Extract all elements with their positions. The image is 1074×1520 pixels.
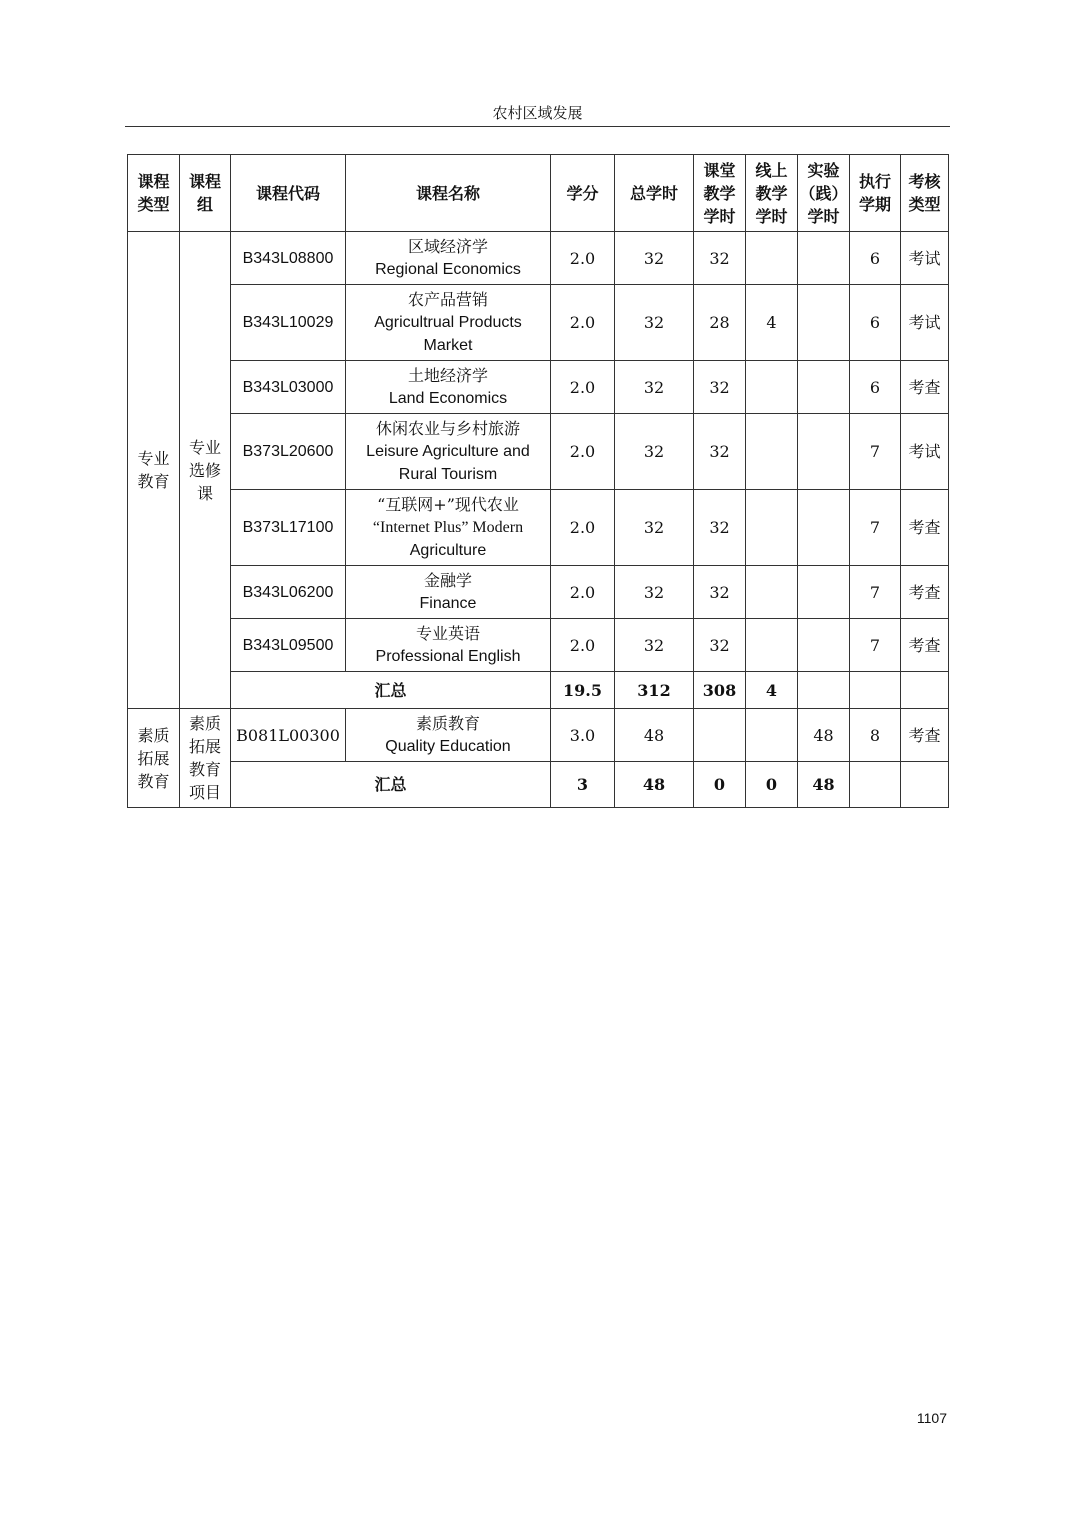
header-semester: 执行 学期 [850,155,901,232]
summary-exam-type [901,762,949,808]
lab-hours [798,414,850,490]
header-course-code: 课程代码 [231,155,346,232]
semester: 7 [850,619,901,672]
page-number: 1107 [916,1410,947,1426]
exam-type: 考查 [901,709,949,762]
total-hours: 32 [615,361,694,414]
course-code: B343L03000 [231,361,346,414]
exam-type: 考查 [901,361,949,414]
classroom-hours: 28 [694,285,746,361]
lab-hours: 48 [798,709,850,762]
course-code: B343L10029 [231,285,346,361]
summary-classroom-hours: 308 [694,672,746,709]
online-hours [746,709,798,762]
exam-type: 考试 [901,285,949,361]
summary-label: 汇总 [231,762,551,808]
semester: 6 [850,232,901,285]
classroom-hours: 32 [694,566,746,619]
summary-credit: 19.5 [551,672,615,709]
total-hours: 32 [615,490,694,566]
summary-label: 汇总 [231,672,551,709]
header-classroom-hours: 课堂 教学 学时 [694,155,746,232]
header-course-type: 课程 类型 [128,155,180,232]
online-hours [746,490,798,566]
course-code: B373L20600 [231,414,346,490]
table-row [128,566,949,619]
summary-exam-type [901,672,949,709]
summary-classroom-hours: 0 [694,762,746,808]
running-header: 农村区域发展 [125,100,950,127]
exam-type: 考查 [901,566,949,619]
summary-row [128,672,949,709]
summary-total-hours: 312 [615,672,694,709]
semester: 7 [850,414,901,490]
semester: 8 [850,709,901,762]
summary-row [128,762,949,808]
classroom-hours: 32 [694,619,746,672]
lab-hours [798,361,850,414]
course-name: 素质教育 Quality Education [346,709,551,762]
credit: 2.0 [551,285,615,361]
online-hours [746,619,798,672]
online-hours [746,414,798,490]
exam-type: 考查 [901,619,949,672]
total-hours: 48 [615,709,694,762]
lab-hours [798,232,850,285]
credit: 2.0 [551,232,615,285]
course-name: 休闲农业与乡村旅游 Leisure Agriculture and Rural Tourism [346,414,551,490]
course-code: B343L06200 [231,566,346,619]
header-online-hours: 线上 教学 学时 [746,155,798,232]
course-code: B343L08800 [231,232,346,285]
header-credit: 学分 [551,155,615,232]
header-exam-type: 考核 类型 [901,155,949,232]
credit: 2.0 [551,566,615,619]
summary-semester [850,762,901,808]
classroom-hours [694,709,746,762]
course-code: B081L00300 [231,709,346,762]
course-type-cell: 专业 教育 [128,232,180,709]
credit: 2.0 [551,361,615,414]
lab-hours [798,619,850,672]
online-hours [746,232,798,285]
total-hours: 32 [615,619,694,672]
credit: 2.0 [551,490,615,566]
lab-hours [798,490,850,566]
table-row [128,414,949,490]
semester: 7 [850,566,901,619]
course-name: 金融学 Finance [346,566,551,619]
classroom-hours: 32 [694,414,746,490]
summary-credit: 3 [551,762,615,808]
course-group-cell: 专业 选修 课 [180,232,231,709]
table-row [128,619,949,672]
exam-type: 考查 [901,490,949,566]
total-hours: 32 [615,285,694,361]
classroom-hours: 32 [694,490,746,566]
course-code: B343L09500 [231,619,346,672]
semester: 6 [850,361,901,414]
table-header-row [128,155,949,232]
course-code: B373L17100 [231,490,346,566]
online-hours [746,566,798,619]
table-row [128,709,949,762]
exam-type: 考试 [901,414,949,490]
summary-total-hours: 48 [615,762,694,808]
credit: 3.0 [551,709,615,762]
course-name: “互联网+”现代农业 “Internet Plus” Modern Agriculture [346,490,551,566]
summary-semester [850,672,901,709]
table-row [128,232,949,285]
table-row [128,361,949,414]
lab-hours [798,285,850,361]
classroom-hours: 32 [694,232,746,285]
course-name: 区域经济学 Regional Economics [346,232,551,285]
course-group-cell: 素质 拓展 教育 项目 [180,709,231,808]
credit: 2.0 [551,414,615,490]
header-course-name: 课程名称 [346,155,551,232]
header-course-group: 课程 组 [180,155,231,232]
classroom-hours: 32 [694,361,746,414]
total-hours: 32 [615,232,694,285]
header-total-hours: 总学时 [615,155,694,232]
table-row [128,285,949,361]
course-name: 专业英语 Professional English [346,619,551,672]
semester: 6 [850,285,901,361]
course-name: 农产品营销 Agricultrual Products Market [346,285,551,361]
lab-hours [798,566,850,619]
summary-online-hours: 0 [746,762,798,808]
table-row [128,490,949,566]
semester: 7 [850,490,901,566]
credit: 2.0 [551,619,615,672]
total-hours: 32 [615,566,694,619]
total-hours: 32 [615,414,694,490]
online-hours [746,361,798,414]
header-lab-hours: 实验 （践） 学时 [798,155,850,232]
summary-lab-hours: 48 [798,762,850,808]
summary-online-hours: 4 [746,672,798,709]
course-name: 土地经济学 Land Economics [346,361,551,414]
summary-lab-hours [798,672,850,709]
course-type-cell: 素质 拓展 教育 [128,709,180,808]
exam-type: 考试 [901,232,949,285]
course-table [127,154,949,808]
online-hours: 4 [746,285,798,361]
